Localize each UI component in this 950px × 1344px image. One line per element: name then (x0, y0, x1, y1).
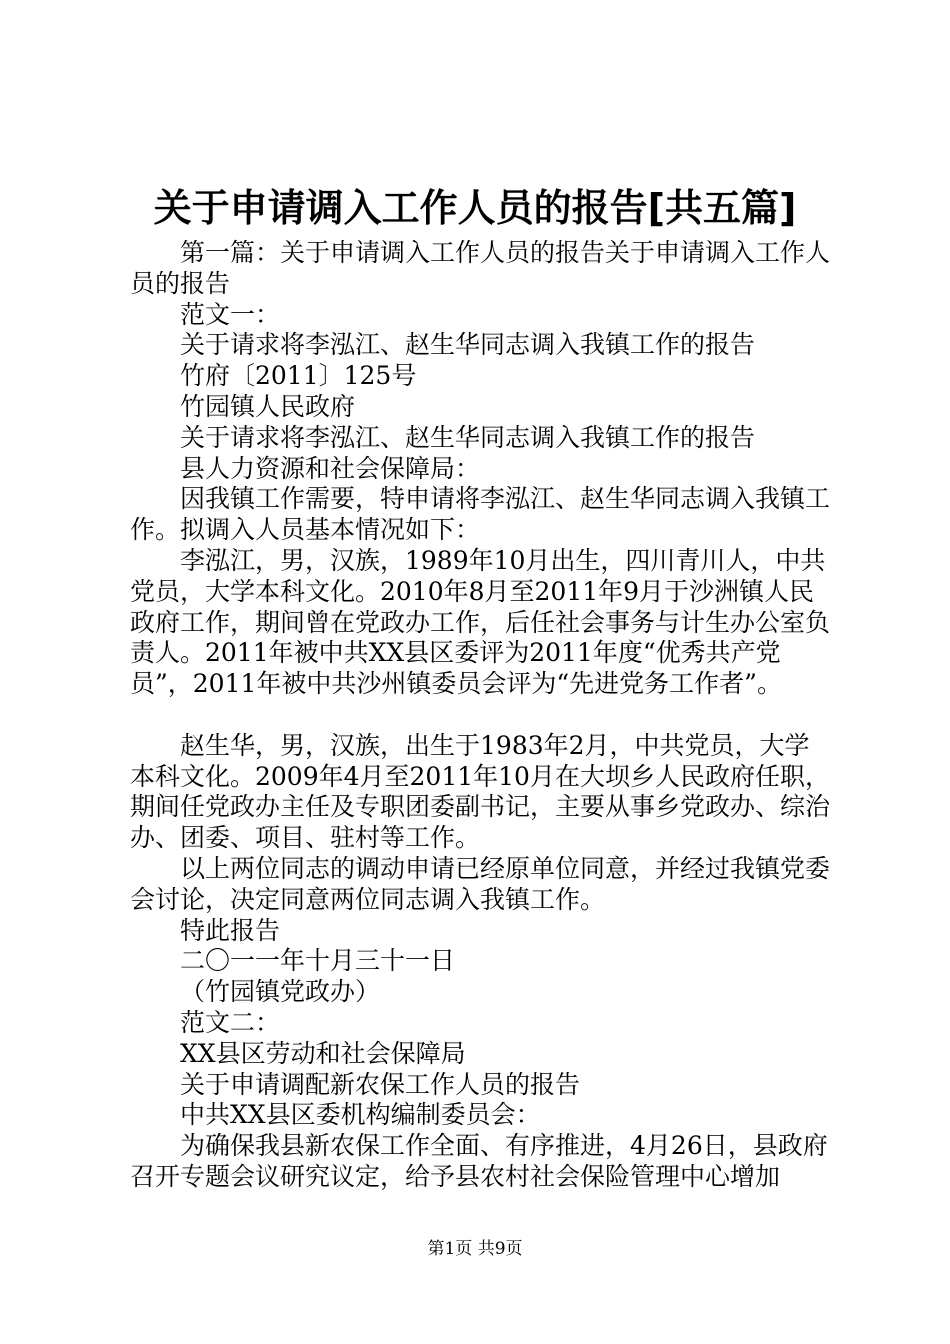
paragraph: 赵生华，男，汉族，出生于1983年2月，中共党员，大学本科文化。2009年4月至2011年10月在大坝乡人民政府任职，期间任党政办主任及专职团委副书记，主要从事乡党政办、综治办、团委、项目、驻村等工作。 (130, 730, 831, 853)
page-number-footer: 第1页 共9页 (427, 1239, 523, 1259)
paragraph: 关于请求将李泓江、赵生华同志调入我镇工作的报告 (180, 330, 756, 360)
paragraph: 二〇一一年十月三十一日 (180, 946, 456, 976)
paragraph: 关于申请调配新农保工作人员的报告 (180, 1069, 581, 1099)
paragraph: 竹园镇人民政府 (180, 391, 356, 421)
paragraph: 县人力资源和社会保障局： (180, 453, 481, 483)
paragraph: 李泓江，男，汉族，1989年10月出生，四川青川人，中共党员，大学本科文化。2010年8月至2011年9月于沙洲镇人民政府工作，期间曾在党政办工作，后任社会事务与计生办公室负责人。2011年被中共XX县区委评为2011年度“优秀共产党员”，2011年被中共沙州镇委员会评为“先进党务工作者”。 (130, 545, 831, 699)
paragraph: 为确保我县新农保工作全面、有序推进，4月26日，县政府召开专题会议研究议定，给予县农村社会保险管理中心增加 (130, 1131, 828, 1191)
document-title: 关于申请调入工作人员的报告[共五篇] (153, 186, 797, 230)
paragraph: 关于请求将李泓江、赵生华同志调入我镇工作的报告 (180, 422, 756, 452)
paragraph: 竹府〔2011〕125号 (180, 361, 417, 391)
paragraph: 中共XX县区委机构编制委员会： (180, 1100, 541, 1130)
paragraph: 特此报告 (180, 915, 281, 945)
paragraph: （竹园镇党政办） (180, 977, 381, 1007)
paragraph: 以上两位同志的调动申请已经原单位同意，并经过我镇党委会讨论，决定同意两位同志调入我镇工作。 (130, 853, 831, 914)
document-body (130, 238, 830, 1193)
paragraph: 第一篇：关于申请调入工作人员的报告关于申请调入工作人员的报告 (130, 238, 831, 298)
paragraph: 因我镇工作需要，特申请将李泓江、赵生华同志调入我镇工作。拟调入人员基本情况如下： (130, 484, 831, 545)
blank-line (130, 700, 830, 731)
paragraph: 范文一： (180, 299, 281, 329)
paragraph: XX县区劳动和社会保障局 (180, 1038, 466, 1068)
paragraph: 范文二： (180, 1007, 281, 1037)
